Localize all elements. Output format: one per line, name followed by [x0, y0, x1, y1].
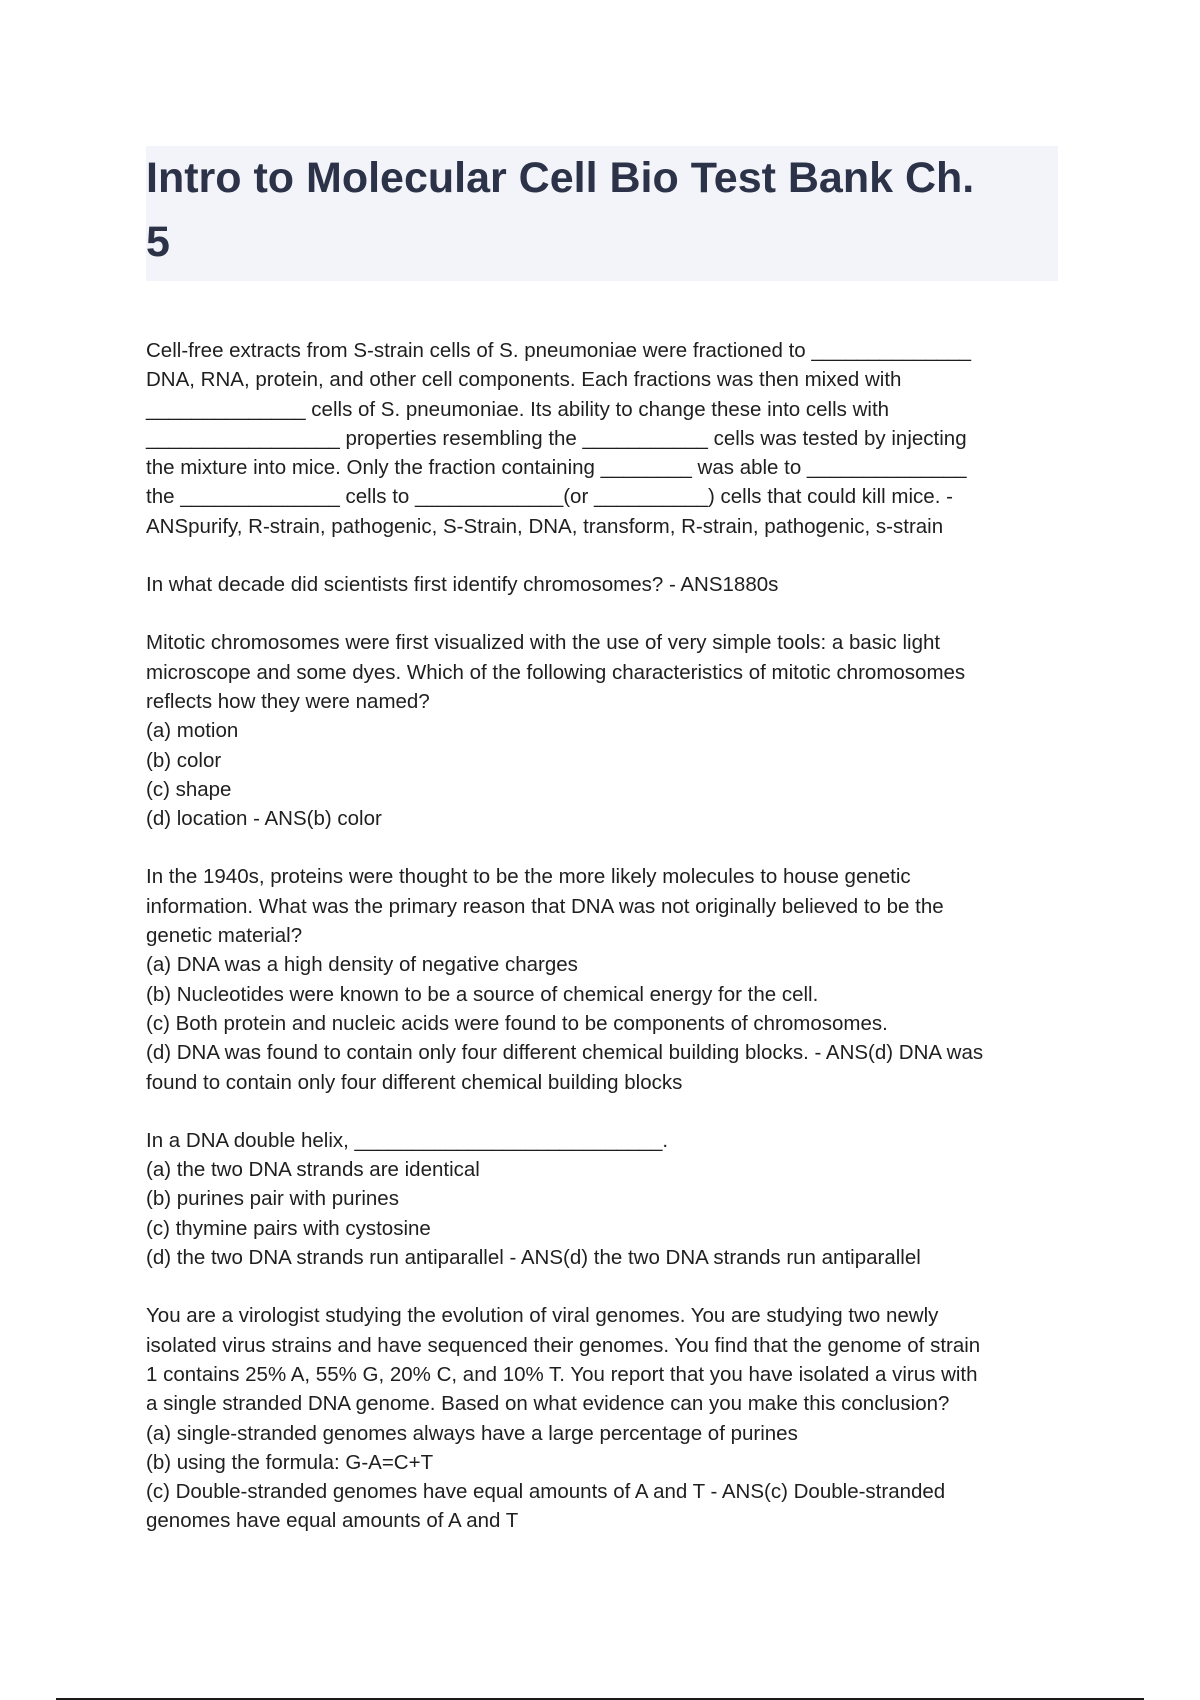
question-text-line: (d) DNA was found to contain only four different chemical building blocks. - ANS(d) DNA was [146, 1041, 984, 1065]
question-text-line: Mitotic chromosomes were first visualized with the use of very simple tools: a basic light [146, 631, 941, 655]
question-block [146, 336, 1076, 541]
title-banner [146, 146, 1058, 281]
question-text-line: DNA, RNA, protein, and other cell components. Each fractions was then mixed with [146, 368, 902, 392]
question-text-line: genomes have equal amounts of A and T [146, 1509, 519, 1533]
question-list [146, 336, 1076, 1565]
question-block [146, 628, 1076, 833]
question-text-line: information. What was the primary reason that DNA was not originally believed to be the [146, 894, 944, 918]
question-text-line: (b) Nucleotides were known to be a source of chemical energy for the cell. [146, 982, 819, 1006]
question-text-line: the mixture into mice. Only the fraction containing ________ was able to ______________ [146, 456, 967, 480]
question-text-line: ______________ cells of S. pneumoniae. Its ability to change these into cells with [146, 397, 890, 421]
question-text-line: You are a virologist studying the evolution of viral genomes. You are studying two newly [146, 1304, 939, 1328]
question-text-line: In what decade did scientists first identify chromosomes? - ANS1880s [146, 573, 779, 597]
question-text-line: In the 1940s, proteins were thought to be the more likely molecules to house genetic [146, 865, 911, 889]
question-text-line: found to contain only four different chemical building blocks [146, 1070, 683, 1094]
question-text-line: (c) Both protein and nucleic acids were found to be components of chromosomes. [146, 1011, 888, 1035]
question-text-line: a single stranded DNA genome. Based on what evidence can you make this conclusion? [146, 1392, 950, 1416]
question-text-line: the ______________ cells to _____________(or __________) cells that could kill mice. - [146, 485, 953, 509]
question-text-line: reflects how they were named? [146, 689, 430, 713]
question-text-line: (b) purines pair with purines [146, 1187, 399, 1211]
document-title [146, 146, 1058, 274]
question-text-line: (b) color [146, 748, 222, 772]
title-line-2: 5 [146, 218, 170, 266]
question-text-line: (c) shape [146, 777, 232, 801]
question-text-line: genetic material? [146, 924, 303, 948]
question-text-line: (b) using the formula: G-A=C+T [146, 1450, 434, 1474]
question-text-line: Cell-free extracts from S-strain cells of S. pneumoniae were fractioned to ______________ [146, 339, 972, 362]
question-text-line: (c) Double-stranded genomes have equal amounts of A and T - ANS(c) Double-stranded [146, 1480, 946, 1504]
question-text-line: (d) location - ANS(b) color [146, 807, 382, 831]
question-text-line: (a) DNA was a high density of negative charges [146, 953, 578, 977]
question-block [146, 1126, 1076, 1272]
title-line-1: Intro to Molecular Cell Bio Test Bank Ch. [146, 154, 975, 202]
question-block [146, 862, 1076, 1096]
question-text-line: (a) the two DNA strands are identical [146, 1158, 480, 1182]
question-text-line: ANSpurify, R-strain, pathogenic, S-Strain, DNA, transform, R-strain, pathogenic, s-strain [146, 514, 944, 538]
question-text-line: (d) the two DNA strands run antiparallel - ANS(d) the two DNA strands run antiparallel [146, 1246, 921, 1270]
question-block [146, 1301, 1076, 1535]
question-text-line: (a) motion [146, 719, 239, 743]
question-text-line: microscope and some dyes. Which of the following characteristics of mitotic chromosomes [146, 660, 966, 684]
question-text-line: (c) thymine pairs with cystosine [146, 1216, 431, 1240]
question-text-line: 1 contains 25% A, 55% G, 20% C, and 10% T. You report that you have isolated a virus with [146, 1362, 978, 1386]
question-text-line: In a DNA double helix, ___________________________. [146, 1128, 669, 1152]
question-block [146, 570, 1076, 599]
question-text-line: (a) single-stranded genomes always have a large percentage of purines [146, 1421, 798, 1445]
question-text-line: isolated virus strains and have sequenced their genomes. You find that the genome of strain [146, 1333, 981, 1357]
question-text-line: _________________ properties resembling the ___________ cells was tested by injecting [146, 426, 967, 450]
